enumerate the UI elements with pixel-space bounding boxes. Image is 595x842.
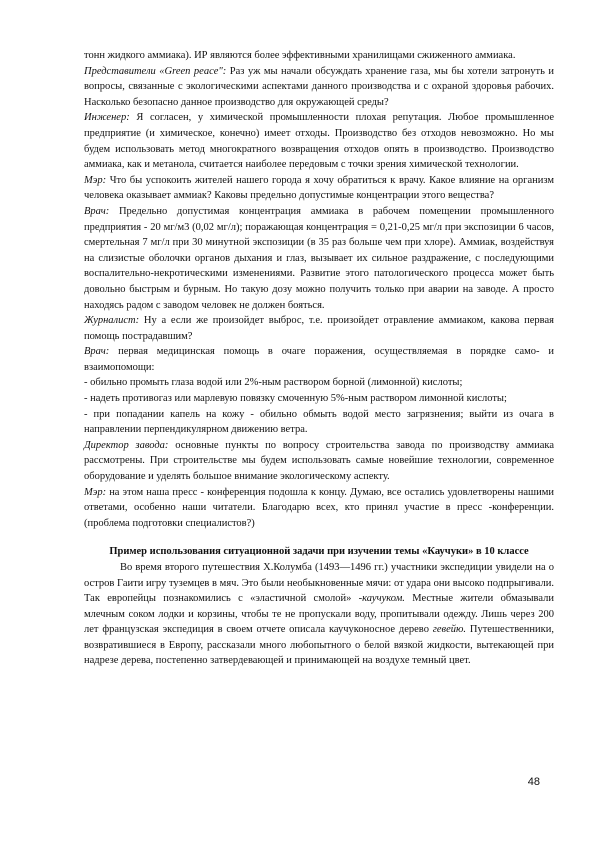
- speaker-label: Директор завода:: [84, 439, 169, 451]
- term-rubber: каучуком.: [362, 593, 405, 605]
- dialogue-engineer: Инженер: Я согласен, у химической промышленности плохая репутация. Любое промышленное предприятие (и химическое, конечно) имеет отходы. Производство без отходов невозможно. Но мы будем использовать метод многократного возвращения отходов опять в производство. Производство аммиака, как и метанола, считается наиболее передовым с точки зрения химической технологии.: [84, 112, 554, 171]
- aid-item: - обильно промыть глаза водой или 2%-ным раствором борной (лимонной) кислоты;: [84, 377, 463, 389]
- dialogue-doctor-aid: Врач: первая медицинская помощь в очаге поражения, осуществляемая в порядке само- и взаимопомощи:: [84, 346, 554, 373]
- page-body: [84, 48, 554, 669]
- aid-item: - при попадании капель на кожу - обильно обмыть водой место загрязнения; выйти из очага в направлении перпендикулярном движению ветра.: [84, 408, 554, 436]
- dialogue-greenpeace: Представители «Green peace": Раз уж мы начали обсуждать хранение газа, мы бы хотели затронуть и вопросы, связанные с экологическими аспектами данного производства и с охраной здоровья рабочих. Насколько безопасно данное производство для окружающей среды?: [84, 65, 554, 108]
- dialogue-doctor: Врач: Предельно допустимая концентрация аммиака в рабочем помещении промышленного предприятия - 20 мг/м3 (0,02 мг/л); поражающая концентрация = 0,21-0,25 мг/л при экспозиции 6 часов, смертельная 7 мг/л при 30 минутной экспозиции (в 35 раз больше чем при хлоре). Аммиак, воздействуя на слизистые оболочки органов дыхания и глаз, вызывает их сильное раздражение, с последующими воспалительно-некротическими изменениями. Развитие этого патологического процесса может быть довольно быстрым и бурным. Но такую дозу можно получить только при аварии на заводе. А просто находясь радом с заводом человек не должен бояться.: [84, 205, 554, 311]
- dialogue-journalist: Журналист: Ну а если же произойдет выброс, т.е. произойдет отравление аммиаком, какова первая помощь пострадавшим?: [84, 315, 554, 342]
- paragraph-continuation: тонн жидкого аммиака). ИР являются более эффективными хранилищами сжиженного аммиака.: [84, 50, 516, 61]
- section-heading: Пример использования ситуационной задачи при изучении темы «Каучуки» в 10 классе: [109, 546, 529, 558]
- speaker-label: Мэр:: [84, 174, 107, 186]
- dialogue-mayor: Мэр: Что бы успокоить жителей нашего города я хочу обратиться к врачу. Какое влияние на организм человека оказывает аммиак? Каковы предельно допустимые концентрации этого вещества?: [84, 174, 554, 202]
- speaker-label: Представители «Green peace":: [84, 65, 227, 77]
- speaker-label: Врач:: [84, 205, 110, 217]
- speaker-label: Мэр:: [84, 486, 107, 498]
- page-number: 48: [527, 776, 540, 788]
- speaker-label: Инженер:: [84, 112, 130, 124]
- dialogue-director: Директор завода: основные пункты по вопросу строительства завода по производству аммиака рассмотрены. При строительстве мы будем использовать самые новейшие технологии, современное оборудование и уделять большое внимание экологическому аспекту.: [84, 439, 555, 483]
- aid-item: - надеть противогаз или марлевую повязку смоченную 5%-ным раствором лимонной кислоты;: [84, 393, 507, 405]
- term-hevea: гевейю.: [432, 624, 467, 636]
- speaker-label: Журналист:: [84, 315, 140, 327]
- body-paragraph: Во время второго путешествия Х.Колумба (1493—1496 гг.) участники экспедиции увидели на о остров Гаити игру туземцев в мяч. Это были необыкновенные мячи: от удара они высоко подпрыгивали. Так европейцы познакомились с «эластичной смолой» -каучуком. Местные жители обмазывали млечным соком лодки и корзины, чтобы те не пропускали воду, пропитывали одежду. Лишь через 200 лет французская экспедиция в своем отчете описала каучуконосное дерево гевейю. Путешественники, возвратившиеся в Европу, рассказали много любопытного о белой вязкой жидкости, вытекающей при надрезе дерева, постепенно затвердевающей и принимающей на воздухе темный цвет.: [84, 561, 554, 667]
- dialogue-mayor-closing: Мэр: на этом наша пресс - конференция подошла к концу. Думаю, все остались удовлетворены нашими ответами, особенно наши читатели. Благодарю всех, кто принял участие в пресс -конференции. (проблема подготовки специалистов?): [84, 486, 554, 529]
- speaker-label: Врач:: [84, 346, 110, 358]
